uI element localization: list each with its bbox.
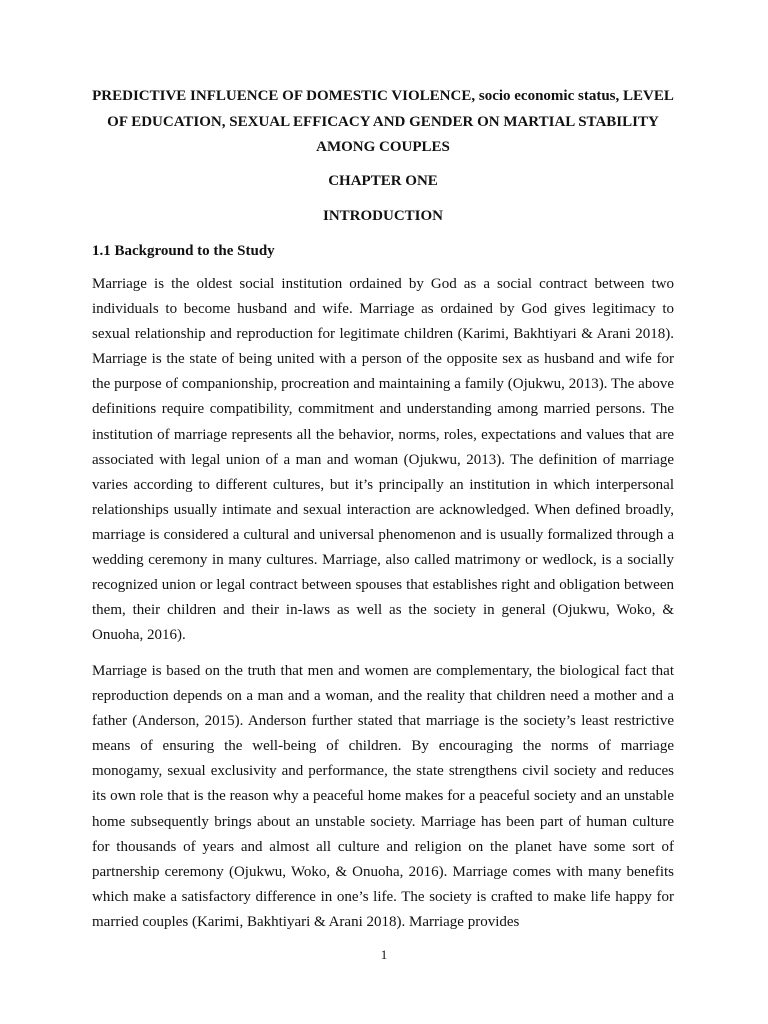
document-title: PREDICTIVE INFLUENCE OF DOMESTIC VIOLENCE, socio economic status, LEVEL OF EDUCATION, SEXUAL EFFICACY AND GENDER ON MARTIAL STABILITY AMONG COUPLES	[92, 88, 674, 155]
chapter-label: CHAPTER ONE	[328, 173, 438, 189]
chapter-title: INTRODUCTION	[322, 208, 443, 224]
section-heading: 1.1 Background to the Study	[92, 243, 275, 259]
page-number: 1	[380, 947, 388, 962]
body-paragraph-1: Marriage is the oldest social institution ordained by God as a social contract between two individuals to become husband and wife. Marriage as ordained by God gives legitimacy to sexual relationship and reproduction for legitimate children (Karimi, Bakhtiyari & Arani 2018). Marriage is the state of being united with a person of the opposite sex as husband and wife for the purpose of companionship, procreation and maintaining a family (Ojukwu, 2013). The above definitions require compatibility, commitment and understanding among married persons. The institution of marriage represents all the behavior, norms, roles, expectations and values that are associated with legal union of a man and woman (Ojukwu, 2013). The definition of marriage varies according to different cultures, but it’s principally an institution in which interpersonal relationships usually intimate and sexual interaction are acknowledged. When defined broadly, marriage is considered a cultural and universal phenomenon and is usually formalized through a wedding ceremony in many cultures. Marriage, also called matrimony or wedlock, is a socially recognized union or legal contract between spouses that establishes right and obligation between them, their children and their in-laws as well as the society in general (Ojukwu, Woko, & Onuoha, 2016).	[92, 276, 674, 644]
body-paragraph-2: Marriage is based on the truth that men and women are complementary, the biological fact that reproduction depends on a man and a woman, and the reality that children need a mother and a father (Anderson, 2015). Anderson further stated that marriage is the society’s least restrictive means of ensuring the well-being of children. By encouraging the norms of marriage monogamy, sexual exclusivity and performance, the state strengthens civil society and reduces its own role that is the reason why a peaceful home makes for a peaceful society and an unstable home subsequently brings about an unstable society. Marriage has been part of human culture for thousands of years and almost all culture and religion on the planet have some sort of partnership ceremony (Ojukwu, Woko, & Onuoha, 2016). Marriage comes with many benefits which make a satisfactory difference in one’s life. The society is crafted to make life happy for married couples (Karimi, Bakhtiyari & Arani 2018). Marriage provides	[92, 663, 674, 930]
